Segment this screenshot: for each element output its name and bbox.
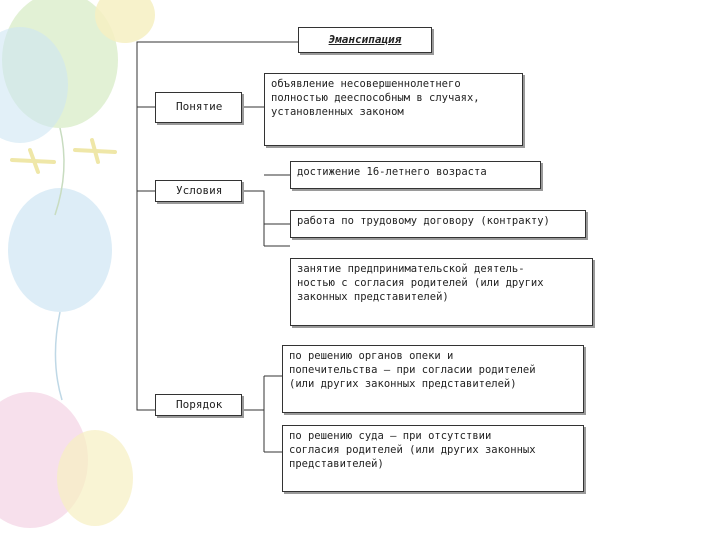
category-conditions: Условия — [155, 180, 242, 202]
condition-employment-box: работа по трудовому договору (контракту) — [290, 210, 586, 238]
concept-definition-box: объявление несовершеннолетнего полностью дееспособным в случаях, установленных законом — [264, 73, 523, 146]
category-concept: Понятие — [155, 92, 242, 123]
condition-age-box: достижение 16-летнего возраста — [290, 161, 541, 189]
procedure-court-box: по решению суда – при отсутствии согласия родителей (или других законных представителей) — [282, 425, 584, 492]
diagram-title: Эмансипация — [298, 27, 432, 53]
condition-business-box: занятие предпринимательской деятель- ностью с согласия родителей (или других законных представителей) — [290, 258, 593, 326]
category-procedure: Порядок — [155, 394, 242, 416]
procedure-guardianship-box: по решению органов опеки и попечительства – при согласии родителей (или других законных представителей) — [282, 345, 584, 413]
